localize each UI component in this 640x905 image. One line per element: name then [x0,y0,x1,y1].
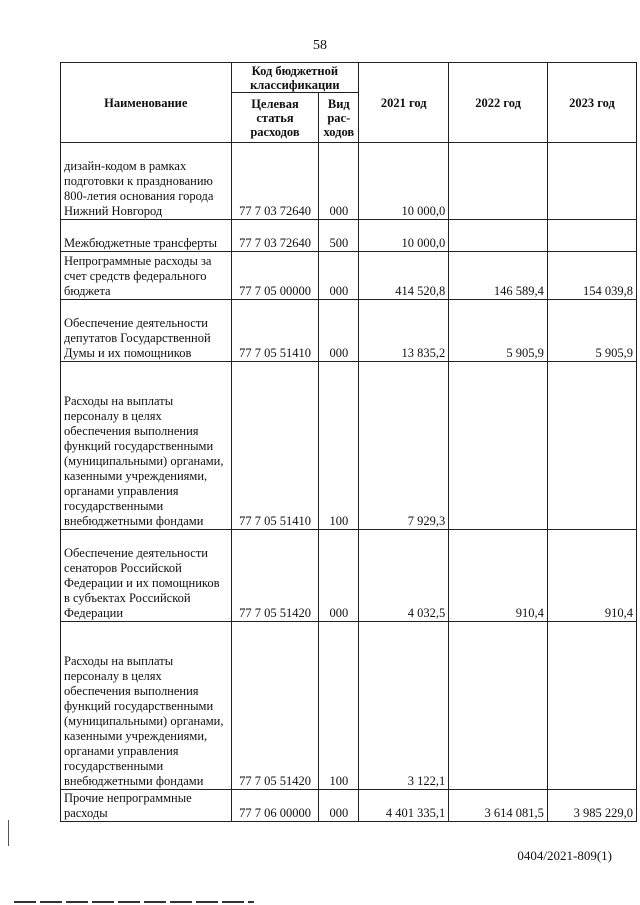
page-number: 58 [313,38,327,53]
row-2022: 146 589,4 [449,252,548,300]
row-type: 000 [319,790,359,822]
document-code: 0404/2021-809(1) [517,848,612,863]
row-2021: 13 835,2 [359,300,449,362]
row-name: Непрограммные расходы за счет средств федерального бюджета [61,252,232,300]
row-2023: 3 985 229,0 [547,790,636,822]
row-type: 000 [319,300,359,362]
row-type: 100 [319,622,359,790]
row-2022: 910,4 [449,530,548,622]
row-2021: 4 401 335,1 [359,790,449,822]
row-name: Обеспечение деятельности депутатов Государственной Думы и их помощников [61,300,232,362]
header-year-2022: 2022 год [449,63,548,143]
row-2023 [547,143,636,220]
table-row [61,790,637,822]
row-code: 77 7 05 51410 [231,300,319,362]
row-2022 [449,622,548,790]
row-2022: 3 614 081,5 [449,790,548,822]
row-type: 000 [319,530,359,622]
row-code: 77 7 05 51410 [231,362,319,530]
row-2021: 7 929,3 [359,362,449,530]
row-2023: 5 905,9 [547,300,636,362]
table-row [61,622,637,790]
row-2023: 910,4 [547,530,636,622]
header-target-article: Целевая статья расходов [231,93,319,143]
row-code: 77 7 05 51420 [231,622,319,790]
table-row [61,252,637,300]
table-row [61,220,637,252]
table-row [61,300,637,362]
row-2023 [547,622,636,790]
row-code: 77 7 05 51420 [231,530,319,622]
row-2021: 414 520,8 [359,252,449,300]
header-year-2023: 2023 год [547,63,636,143]
row-2022 [449,220,548,252]
row-name: Прочие непрограммные расходы [61,790,232,822]
row-type: 500 [319,220,359,252]
row-name: Межбюджетные трансферты [61,220,232,252]
row-2023 [547,220,636,252]
row-2021: 3 122,1 [359,622,449,790]
row-code: 77 7 05 00000 [231,252,319,300]
row-2021: 10 000,0 [359,220,449,252]
row-2022: 5 905,9 [449,300,548,362]
header-classification: Код бюджетной классификации [231,63,359,93]
row-2022 [449,143,548,220]
row-type: 000 [319,143,359,220]
row-name: Расходы на выплаты персоналу в целях обеспечения выполнения функций государственными (муниципальными) органами, казенными учреждениями, органами управления государственными внебюджетными фондами [61,362,232,530]
row-name: Обеспечение деятельности сенаторов Российской Федерации и их помощников в субъектах Российской Федерации [61,530,232,622]
budget-table [60,62,637,822]
row-2021: 4 032,5 [359,530,449,622]
row-code: 77 7 03 72640 [231,220,319,252]
header-name: Наименование [61,63,232,143]
row-2022 [449,362,548,530]
table-row [61,143,637,220]
row-code: 77 7 03 72640 [231,143,319,220]
row-2023 [547,362,636,530]
row-code: 77 7 06 00000 [231,790,319,822]
table-row [61,530,637,622]
header-year-2021: 2021 год [359,63,449,143]
row-type: 000 [319,252,359,300]
table-row [61,362,637,530]
margin-mark [8,820,9,846]
header-expense-type: Вид рас-ходов [319,93,359,143]
row-name: дизайн-кодом в рамках подготовки к празднованию 800-летия основания города Нижний Новгород [61,143,232,220]
row-name: Расходы на выплаты персоналу в целях обеспечения выполнения функций государственными (муниципальными) органами, казенными учреждениями, органами управления государственными внебюджетными фондами [61,622,232,790]
bottom-rule [14,901,254,903]
row-2021: 10 000,0 [359,143,449,220]
row-type: 100 [319,362,359,530]
row-2023: 154 039,8 [547,252,636,300]
